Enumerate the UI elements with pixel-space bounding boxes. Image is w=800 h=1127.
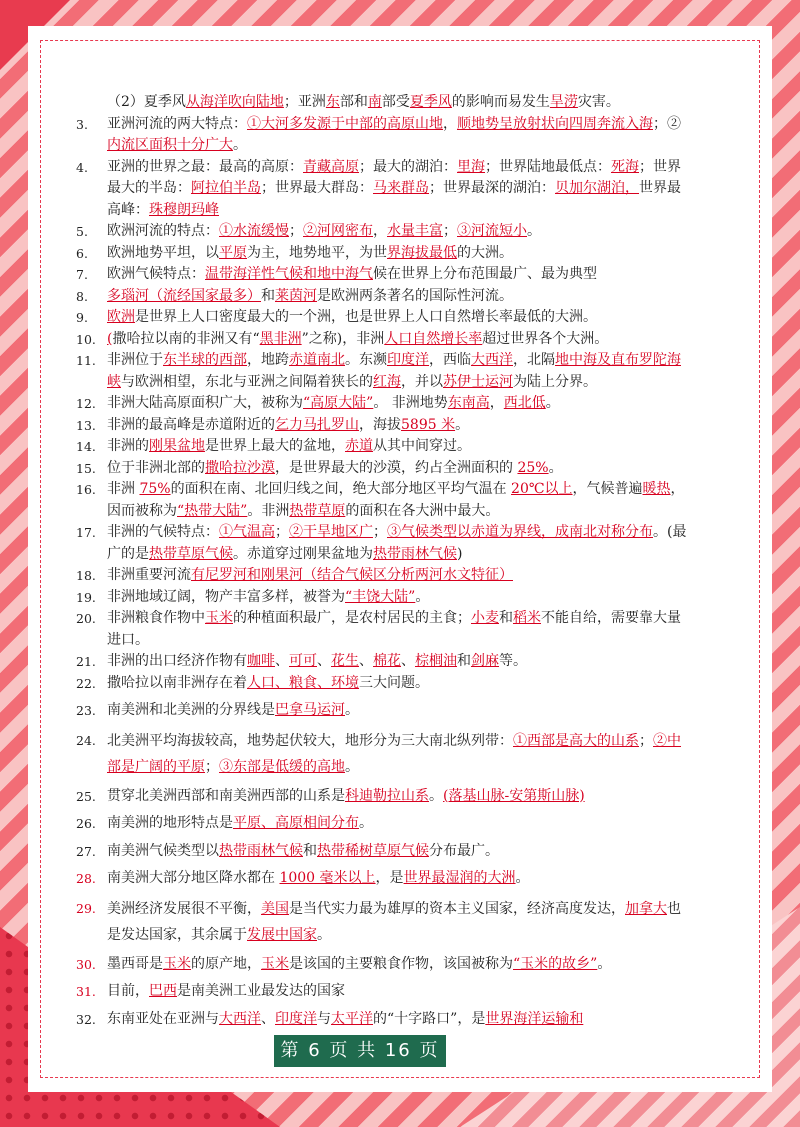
list-item	[76, 700, 690, 722]
item-number: 3.	[76, 116, 88, 132]
item-text: 美洲经济发展很不平衡，美国是当代实力最为雄厚的资本主义国家，经济高度发达，加拿大也是发达国家，其余属于发展中国家。	[107, 900, 681, 943]
item-text: 非洲大陆高原面积广大，被称为“高原大陆”。 非洲地势东南高，西北低。	[107, 395, 560, 411]
item-number: 14.	[76, 439, 96, 454]
list-item	[76, 307, 690, 329]
list-item	[76, 608, 690, 651]
item-number: 17.	[76, 525, 96, 540]
item-number: 31.	[76, 984, 96, 999]
item-text: 贯穿北美洲西部和南美洲西部的山系是科迪勒拉山系。(落基山脉-安第斯山脉)	[107, 787, 585, 804]
list-item	[76, 981, 690, 1003]
item-number: 20.	[76, 611, 96, 626]
list-item	[76, 841, 690, 863]
item-number: 10.	[76, 331, 96, 347]
item-text: 欧洲河流的特点：①水流缓慢；②河网密布，水量丰富；③河流短小。	[107, 223, 541, 239]
item-number: 29.	[76, 900, 96, 916]
item-number: 11.	[76, 353, 96, 368]
item-text: 非洲的刚果盆地是世界上最大的盆地，赤道从其中间穿过。	[107, 438, 471, 454]
item-text: 目前，巴西是南美洲工业最发达的国家	[107, 983, 345, 999]
item-number: 12.	[76, 396, 96, 411]
item-number: 21.	[76, 654, 96, 669]
list-item	[76, 243, 690, 265]
item-text: 非洲位于东半球的西部，地跨赤道南北。东濒印度洋，西临大西洋，北隔地中海及直布罗陀海峡与欧洲相望，东北与亚洲之间隔着狭长的红海，并以苏伊士运河为陆上分界。	[107, 352, 681, 390]
item-text: （2）夏季风从海洋吹向陆地；亚洲东部和南部受夏季风的影响而易发生旱涝灾害。	[107, 94, 620, 110]
list-item	[76, 954, 690, 976]
item-number: 8.	[76, 288, 88, 304]
list-item	[76, 813, 690, 835]
list-item	[76, 786, 690, 808]
item-text: 南美洲的地形特点是平原、高原相间分布。	[107, 815, 373, 831]
item-text: 南美洲大部分地区降水都在 1000 毫米以上，是世界最湿润的大洲。	[107, 870, 530, 886]
item-number: 22.	[76, 675, 96, 691]
list-item	[76, 286, 690, 308]
item-text: 非洲重要河流有尼罗河和刚果河（结合气候区分析两河水文特征）	[107, 567, 513, 583]
list-item	[76, 587, 690, 609]
item-number: 4.	[76, 159, 88, 175]
list-item	[76, 350, 690, 393]
item-text: 北美洲平均海拔较高，地势起伏较大，地形分为三大南北纵列带：①西部是高大的山系；②中部是广阔的平原；③东部是低缓的高地。	[107, 732, 681, 775]
list-item	[76, 393, 690, 415]
item-text: 非洲的气候特点：①气温高；②干旱地区广；③气候类型以赤道为界线，成南北对称分布。(最广的是热带草原气候。赤道穿过刚果盆地为热带雨林气候)	[107, 524, 687, 562]
item-text: (撒哈拉以南的非洲又有“黑非洲”之称)，非洲人口自然增长率超过世界各个大洲。	[107, 330, 609, 347]
page-number-badge: 第 6 页 共 16 页	[274, 1035, 446, 1067]
item-text: 多瑙河（流经国家最多）和莱茵河是欧洲两条著名的国际性河流。	[107, 287, 513, 304]
list-item	[76, 157, 690, 222]
list-item	[76, 896, 690, 948]
item-number: 7.	[76, 267, 88, 282]
item-text: 欧洲地势平坦，以平原为主，地势地平，为世界海拔最低的大洲。	[107, 244, 513, 261]
item-text: 位于非洲北部的撒哈拉沙漠，是世界最大的沙漠，约占全洲面积的 25%。	[107, 459, 563, 476]
item-number: 26.	[76, 816, 96, 831]
item-text: 南美洲气候类型以热带雨林气候和热带稀树草原气候分布最广。	[107, 842, 499, 859]
item-text: 撒哈拉以南非洲存在着人口、粮食、环境三大问题。	[107, 674, 429, 691]
list-item	[76, 436, 690, 458]
item-number: 5.	[76, 224, 88, 239]
item-number: 24.	[76, 732, 96, 748]
item-text: 非洲的最高峰是赤道附近的乞力马扎罗山，海拔5895 米。	[107, 416, 470, 433]
item-text: 非洲 75%的面积在南、北回归线之间，绝大部分地区平均气温在 20℃以上，气候普遍暖热，因而被称为“热带大陆”。非洲热带草原的面积在各大洲中最大。	[107, 481, 685, 519]
item-number: 23.	[76, 703, 96, 718]
list-item	[76, 329, 690, 351]
item-number: 32.	[76, 1011, 96, 1027]
item-text: 非洲地域辽阔，物产丰富多样，被誉为“丰饶大陆”。	[107, 588, 430, 605]
item-text: 非洲粮食作物中玉米的种植面积最广，是农村居民的主食；小麦和稻米不能自给，需要靠大量进口。	[107, 610, 681, 648]
item-number: 30.	[76, 956, 96, 972]
list-item	[76, 114, 690, 157]
list-item	[76, 221, 690, 243]
item-number: 18.	[76, 568, 96, 583]
item-number: 6.	[76, 245, 88, 261]
list-item	[76, 651, 690, 673]
item-number: 28.	[76, 871, 96, 886]
item-number: 19.	[76, 589, 96, 605]
item-text: 亚洲的世界之最：最高的高原：青藏高原；最大的湖泊：里海；世界陆地最低点：死海；世界最大的半岛：阿拉伯半岛；世界最大群岛：马来群岛；世界最深的湖泊：贝加尔湖泊，世界最高峰：珠穆朗玛峰	[107, 158, 681, 218]
item-text: 欧洲是世界上人口密度最大的一个洲，也是世界上人口自然增长率最低的大洲。	[107, 309, 597, 325]
list-item	[76, 479, 690, 522]
list-item	[76, 522, 690, 565]
item-text: 东南亚处在亚洲与大西洋、印度洋与太平洋的“十字路口”，是世界海洋运输和	[107, 1010, 584, 1027]
list-item	[76, 92, 690, 114]
list-item	[76, 728, 690, 780]
item-number	[76, 92, 107, 114]
item-number: 15.	[76, 460, 96, 476]
item-number: 25.	[76, 788, 96, 804]
list-item	[76, 868, 690, 890]
item-text: 墨西哥是玉米的原产地，玉米是该国的主要粮食作物，该国被称为“玉米的故乡”。	[107, 955, 612, 972]
item-number: 13.	[76, 417, 96, 433]
list-item	[76, 458, 690, 480]
list-item	[76, 1009, 690, 1031]
item-number: 27.	[76, 843, 96, 859]
item-number: 9.	[76, 310, 88, 325]
item-text: 非洲的出口经济作物有咖啡、可可、花生、棉花、棕榈油和剑麻等。	[107, 653, 527, 669]
list-item	[76, 415, 690, 437]
list-item	[76, 264, 690, 286]
list-item	[76, 565, 690, 587]
document-body	[76, 92, 690, 1030]
item-text: 南美洲和北美洲的分界线是巴拿马运河。	[107, 702, 359, 718]
item-text: 欧洲气候特点：温带海洋性气候和地中海气候在世界上分布范围最广、最为典型	[107, 266, 597, 282]
item-number: 16.	[76, 482, 96, 497]
list-item	[76, 673, 690, 695]
item-text: 亚洲河流的两大特点：①大河多发源于中部的高原山地，顺地势呈放射状向四周奔流入海；②内流区面积十分广大。	[107, 115, 681, 153]
